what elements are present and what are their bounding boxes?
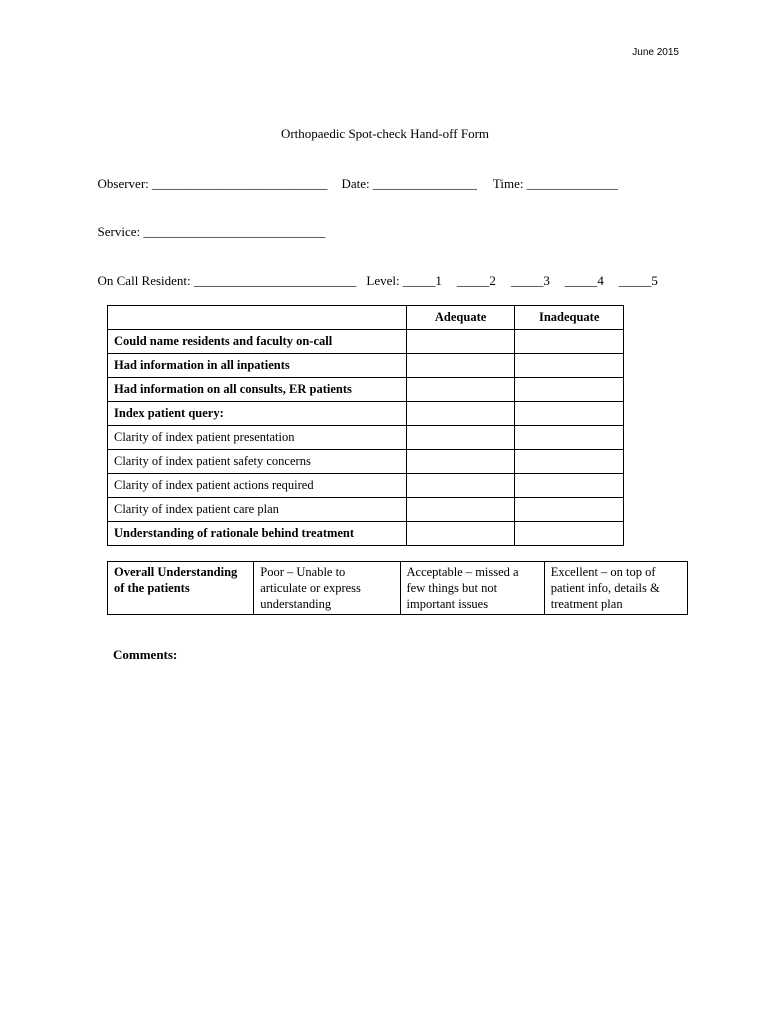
level-option-1[interactable]: Level: _____1 [366, 273, 442, 288]
table-row [108, 354, 624, 378]
table-row [108, 330, 624, 354]
level-option-4[interactable]: _____4 [564, 273, 604, 288]
form-title: Orthopaedic Spot-check Hand-off Form [280, 126, 490, 141]
adequate-cell[interactable] [406, 474, 515, 498]
inadequate-cell[interactable] [515, 474, 624, 498]
level-option-2[interactable]: _____2 [456, 273, 496, 288]
header-adequate: Adequate [406, 306, 515, 330]
table-row [108, 426, 624, 450]
rating-poor[interactable]: Poor – Unable to articulate or express understanding [254, 562, 400, 615]
resident-field[interactable]: On Call Resident: _________________________ [97, 273, 357, 288]
inadequate-cell[interactable] [515, 450, 624, 474]
time-field[interactable]: Time: ______________ [492, 176, 618, 191]
date-field[interactable]: Date: ________________ [341, 176, 477, 191]
adequate-cell[interactable] [406, 354, 515, 378]
adequate-cell[interactable] [406, 426, 515, 450]
table-header-row [108, 306, 624, 330]
inadequate-cell[interactable] [515, 522, 624, 546]
level-option-5[interactable]: _____5 [618, 273, 658, 288]
date-stamp: June 2015 [632, 47, 679, 58]
header-criteria-cell [108, 306, 407, 330]
service-row [91, 208, 325, 240]
overall-label: Overall Understanding of the patients [108, 562, 254, 615]
rating-acceptable[interactable]: Acceptable – missed a few things but not important issues [400, 562, 544, 615]
adequate-cell[interactable] [406, 402, 515, 426]
criterion-label: Understanding of rationale behind treatment [108, 522, 407, 546]
inadequate-cell[interactable] [515, 498, 624, 522]
evaluation-table [107, 305, 624, 546]
table-row [108, 522, 624, 546]
rating-excellent[interactable]: Excellent – on top of patient info, details & treatment plan [544, 562, 687, 615]
header-inadequate: Inadequate [515, 306, 624, 330]
inadequate-cell[interactable] [515, 378, 624, 402]
inadequate-cell[interactable] [515, 426, 624, 450]
criterion-label: Could name residents and faculty on-call [108, 330, 407, 354]
inadequate-cell[interactable] [515, 402, 624, 426]
criterion-label: Index patient query: [108, 402, 407, 426]
resident-level-row [91, 257, 658, 289]
criterion-label: Had information in all inpatients [108, 354, 407, 378]
adequate-cell[interactable] [406, 522, 515, 546]
inadequate-cell[interactable] [515, 354, 624, 378]
adequate-cell[interactable] [406, 330, 515, 354]
observer-field[interactable]: Observer: ___________________________ [97, 176, 328, 191]
table-row [108, 402, 624, 426]
table-row [108, 378, 624, 402]
comments-label: Comments: [113, 647, 178, 662]
criterion-label: Clarity of index patient actions required [108, 474, 407, 498]
table-row [108, 450, 624, 474]
level-option-3[interactable]: _____3 [510, 273, 550, 288]
adequate-cell[interactable] [406, 450, 515, 474]
service-field[interactable]: Service: ____________________________ [97, 224, 326, 239]
adequate-cell[interactable] [406, 498, 515, 522]
criterion-label: Had information on all consults, ER patients [108, 378, 407, 402]
overall-understanding-table [107, 561, 688, 615]
overall-row [108, 562, 688, 615]
table-row [108, 474, 624, 498]
criterion-label: Clarity of index patient presentation [108, 426, 407, 450]
observer-date-time-row [91, 160, 618, 192]
criterion-label: Clarity of index patient safety concerns [108, 450, 407, 474]
adequate-cell[interactable] [406, 378, 515, 402]
criterion-label: Clarity of index patient care plan [108, 498, 407, 522]
inadequate-cell[interactable] [515, 330, 624, 354]
table-row [108, 498, 624, 522]
